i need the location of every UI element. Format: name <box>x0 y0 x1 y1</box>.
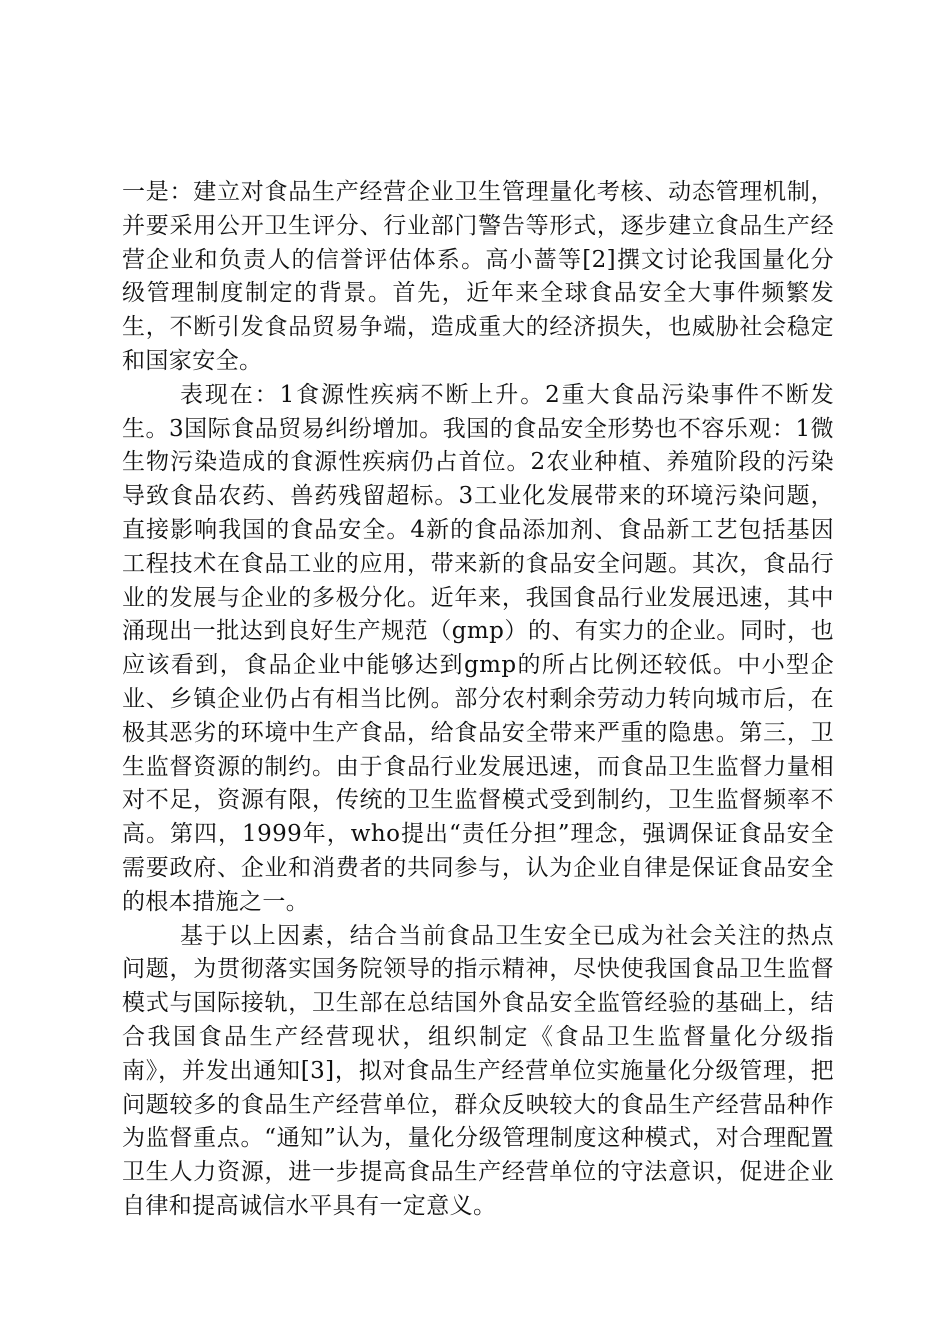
paragraph-1: 一是：建立对食品生产经营企业卫生管理量化考核、动态管理机制，并要采用公开卫生评分、行业部门警告等形式，逐步建立食品生产经营企业和负责人的信誉评估体系。高小蔷等[2]撰文讨论我国量化分级管理制度制定的背景。首先，近年来全球食品安全大事件频繁发生，不断引发食品贸易争端，造成重大的经济损失，也威胁社会稳定和国家安全。 <box>122 179 834 374</box>
paragraph-2: 表现在：1食源性疾病不断上升。2重大食品污染事件不断发生。3国际食品贸易纠纷增加。我国的食品安全形势也不容乐观：1微生物污染造成的食源性疾病仍占首位。2农业种植、养殖阶段的污染导致食品农药、兽药残留超标。3工业化发展带来的环境污染问题，直接影响我国的食品安全。4新的食品添加剂、食品新工艺包括基因工程技术在食品工业的应用，带来新的食品安全问题。其次，食品行业的发展与企业的多极分化。近年来，我国食品行业发展迅速，其中涌现出一批达到良好生产规范（gmp）的、有实力的企业。同时，也应该看到，食品企业中能够达到gmp的所占比例还较低。中小型企业、乡镇企业仍占有相当比例。部分农村剩余劳动力转向城市后，在极其恶劣的环境中生产食品，给食品安全带来严重的隐患。第三，卫生监督资源的制约。由于食品行业发展迅速，而食品卫生监督力量相对不足，资源有限，传统的卫生监督模式受到制约，卫生监督频率不高。第四，1999年，who提出“责任分担”理念，强调保证食品安全需要政府、企业和消费者的共同参与，认为企业自律是保证食品安全的根本措施之一。 <box>122 381 834 915</box>
body-text <box>122 176 834 1224</box>
paragraph-3: 基于以上因素，结合当前食品卫生安全已成为社会关注的热点问题，为贯彻落实国务院领导的指示精神，尽快使我国食品卫生监督模式与国际接轨，卫生部在总结国外食品安全监管经验的基础上，结合我国食品生产经营现状，组织制定《食品卫生监督量化分级指南》，并发出通知[3]，拟对食品生产经营单位实施量化分级管理，把问题较多的食品生产经营单位，群众反映较大的食品生产经营品种作为监督重点。“通知”认为，量化分级管理制度这种模式，对合理配置卫生人力资源，进一步提高食品生产经营单位的守法意识，促进企业自律和提高诚信水平具有一定意义。 <box>122 922 834 1219</box>
